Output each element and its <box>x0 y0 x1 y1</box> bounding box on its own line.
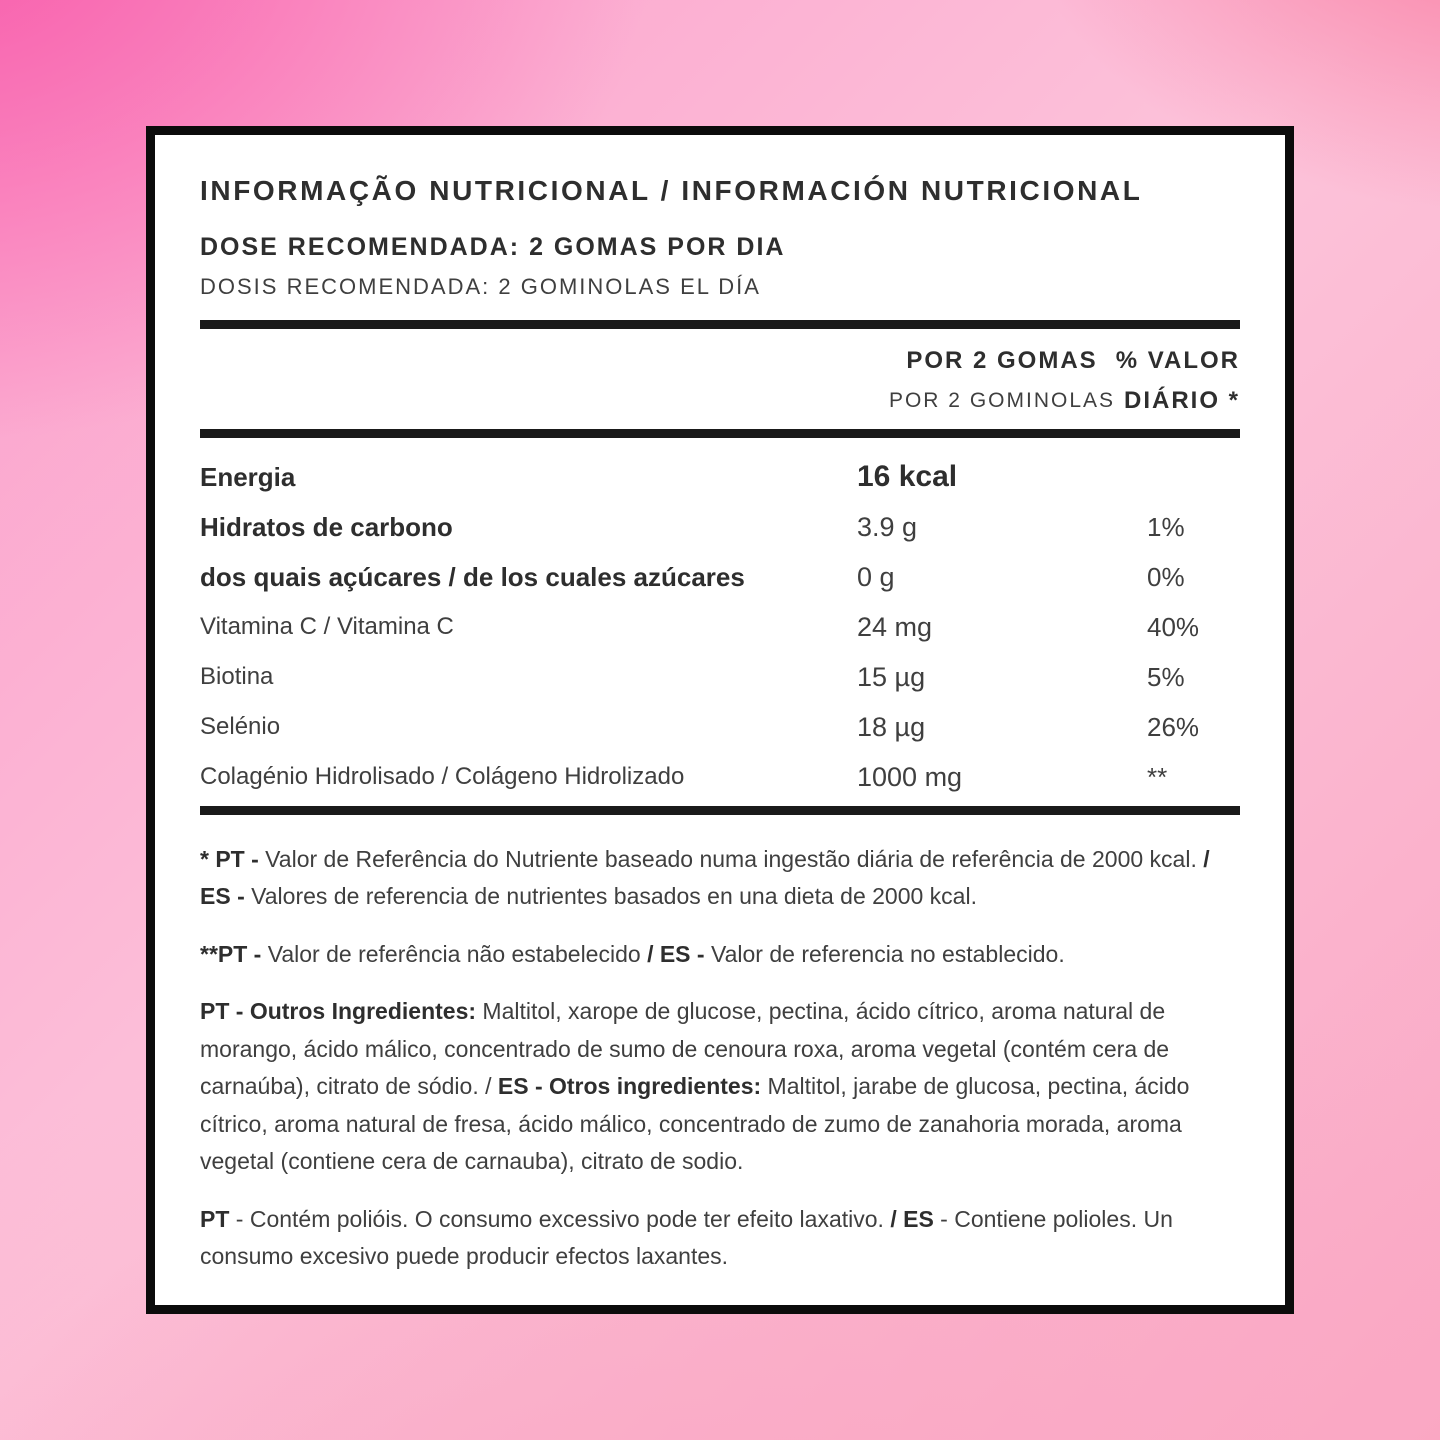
recommended-dose-es: DOSIS RECOMENDADA: 2 GOMINOLAS EL DÍA <box>200 274 761 299</box>
footnote-segment-bold: * PT - <box>200 846 266 872</box>
nutrient-label: Energia <box>200 461 296 492</box>
nutrient-label: Biotina <box>200 663 274 690</box>
footnote-segment: - Contiene polioles. Un consumo excesivo puede producir efectos laxantes. <box>200 1205 1173 1270</box>
table-row <box>200 602 1240 652</box>
nutrient-amount: 18 µg <box>857 711 926 742</box>
footnote-segment-bold: **PT - <box>200 940 268 967</box>
nutrient-percent: ** <box>1147 761 1168 792</box>
page-title: INFORMAÇÃO NUTRICIONAL / INFORMACIÓN NUTRICIONAL <box>200 175 1143 206</box>
nutrition-label-card <box>146 126 1294 1314</box>
nutrient-amount: 3.9 g <box>857 511 918 542</box>
table-row <box>200 752 1240 802</box>
footnote-paragraph <box>200 1201 1240 1276</box>
footnote-segment-bold: PT - Outros Ingredientes: <box>200 998 483 1025</box>
footnote-segment: - Contém polióis. O consumo excessivo pode ter efeito laxativo. <box>229 1205 891 1232</box>
footnote-segment: Valor de Referência do Nutriente baseado numa ingestão diária de referência de 2000 kcal. <box>265 846 1204 872</box>
footnote-segment: Valores de referencia de nutrientes basados en una dieta de 2000 kcal. <box>251 883 977 910</box>
table-row <box>200 502 1240 552</box>
nutrient-percent: 40% <box>1147 611 1200 642</box>
footnote-segment-bold: / ES - <box>200 846 1210 910</box>
footnote-segment: Valor de referencia no establecido. <box>710 940 1065 967</box>
footnote-paragraph <box>200 993 1240 1180</box>
footnote-paragraph <box>200 936 1240 973</box>
footnote-segment-bold: PT <box>200 1205 230 1232</box>
table-header <box>200 347 1240 415</box>
footnote-paragraph <box>200 841 1240 916</box>
column-header-amount-es: POR 2 GOMINOLAS <box>888 389 1116 412</box>
nutrient-amount: 1000 mg <box>857 761 963 792</box>
column-header-percent <box>1115 347 1240 415</box>
nutrient-label: Colagénio Hidrolisado / Colágeno Hidrolizado <box>200 763 685 790</box>
column-header-amount-pt: POR 2 GOMAS <box>906 347 1098 374</box>
nutrient-percent: 1% <box>1147 511 1185 542</box>
table-row <box>200 452 1240 502</box>
nutrient-amount: 24 mg <box>857 611 933 642</box>
footnote-segment-bold: ES - Otros ingredientes: <box>497 1073 768 1100</box>
footnote-segment: Maltitol, jarabe de glucosa, pectina, ácido cítrico, aroma natural de fresa, ácido málico, concentrado de zumo de zanahoria morada, aroma vegetal (contiene cera de carnauba), citrato de sodio. <box>200 1073 1190 1175</box>
nutrient-percent: 0% <box>1147 561 1185 592</box>
footnote-segment: Maltitol, xarope de glucose, pectina, ácido cítrico, aroma natural de morango, ácido málico, concentrado de sumo de cenoura roxa, aroma vegetal (contém cera de carnaúba), citrato de sódio. / <box>200 998 1170 1100</box>
recommended-dose-pt: DOSE RECOMENDADA: 2 GOMAS POR DIA <box>200 233 786 261</box>
footnotes-section <box>200 841 1240 1276</box>
column-header-percent-line1: % VALOR <box>1115 347 1240 374</box>
table-row <box>200 552 1240 602</box>
nutrient-label: Selénio <box>200 713 281 740</box>
table-row <box>200 652 1240 702</box>
nutrient-table <box>200 452 1240 802</box>
column-header-percent-line2: DIÁRIO * <box>1123 387 1240 414</box>
nutrient-amount: 15 µg <box>857 661 926 692</box>
footnote-segment-bold: / ES <box>890 1205 934 1232</box>
divider-bottom <box>200 806 1240 815</box>
nutrient-percent: 5% <box>1147 661 1185 692</box>
table-header-spacer <box>200 347 857 415</box>
footnote-segment: Valor de referência não estabelecido <box>267 940 648 967</box>
table-row <box>200 702 1240 752</box>
nutrient-amount: 16 kcal <box>857 460 958 493</box>
nutrient-label: Hidratos de carbono <box>200 511 453 542</box>
column-header-amount <box>857 347 1147 415</box>
divider-header <box>200 429 1240 438</box>
nutrient-percent: 26% <box>1147 711 1200 742</box>
footnote-segment-bold: / ES - <box>647 940 711 967</box>
nutrient-label: dos quais açúcares / de los cuales azúcares <box>200 561 745 592</box>
divider-top <box>200 320 1240 329</box>
nutrient-label: Vitamina C / Vitamina C <box>200 613 454 640</box>
nutrient-amount: 0 g <box>857 561 895 592</box>
